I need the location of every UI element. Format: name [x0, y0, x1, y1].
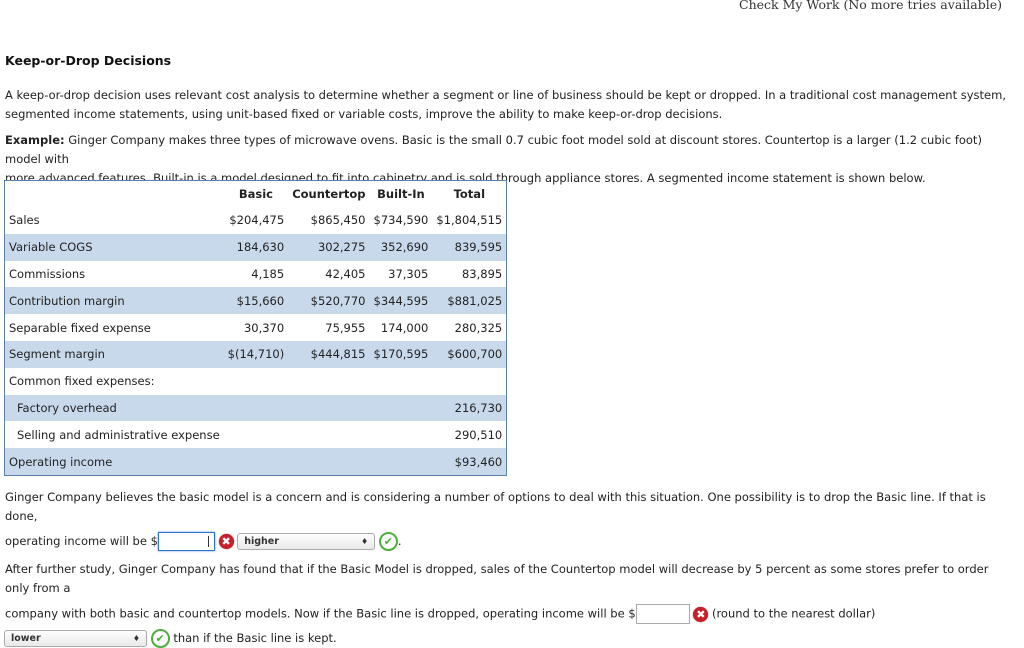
row-label: Contribution margin	[9, 293, 125, 308]
table-row	[5, 261, 507, 288]
segmented-income-statement	[4, 180, 507, 476]
check-my-work-link[interactable]: Check My Work (No more tries available)	[739, 0, 1002, 12]
table-row	[5, 234, 507, 261]
incorrect-icon: ✖	[219, 534, 234, 549]
table-row	[5, 207, 507, 234]
cell-countertop: 302,275	[317, 240, 366, 255]
cell-builtin	[370, 421, 433, 448]
cell-basic: $15,660	[236, 293, 285, 308]
cell-total: $600,700	[447, 347, 503, 362]
question-1	[5, 488, 1015, 551]
cell-total: 290,510	[454, 427, 503, 442]
cell-basic	[224, 421, 289, 448]
q2-round-note: (round to the nearest dollar)	[711, 606, 876, 621]
row-label: Segment margin	[9, 347, 105, 362]
cell-total: $881,025	[447, 293, 503, 308]
cell-builtin: 352,690	[380, 240, 429, 255]
row-label: Sales	[9, 213, 40, 228]
row-label: Selling and administrative expense	[17, 427, 220, 442]
row-label: Variable COGS	[9, 240, 93, 255]
cell-total: 280,325	[454, 320, 503, 335]
cell-countertop: 42,405	[325, 266, 366, 281]
cell-countertop	[288, 448, 369, 475]
header-builtin: Built-In	[377, 187, 425, 201]
header-blank	[5, 181, 224, 208]
cell-total: 83,895	[461, 266, 503, 281]
cell-basic: 4,185	[251, 266, 285, 281]
q1-suffix: .	[397, 534, 402, 548]
header-basic: Basic	[238, 187, 273, 201]
example-line-2: more advanced features. Built-in is a model designed to fit into cabinetry and is sold through appliance stores. A segmented income statement is shown below.	[5, 171, 926, 185]
cell-basic	[224, 395, 289, 422]
cell-basic: 30,370	[243, 320, 285, 335]
cell-total: $1,804,515	[436, 213, 503, 228]
table-row	[5, 421, 507, 448]
cell-countertop	[288, 421, 369, 448]
header-total: Total	[453, 187, 486, 201]
cell-basic: $204,475	[229, 213, 285, 228]
intro-line-1: A keep-or-drop decision uses relevant cost analysis to determine whether a segment or line of business should be kept or dropped. In a traditional cost management system,	[5, 88, 1006, 102]
cell-countertop: $520,770	[310, 293, 366, 308]
cell-total: 216,730	[454, 400, 503, 415]
page-title: Keep-or-Drop Decisions	[5, 53, 172, 68]
cell-builtin: 174,000	[380, 320, 429, 335]
table-row	[5, 368, 507, 395]
cell-builtin: $734,590	[373, 213, 429, 228]
row-label: Operating income	[9, 454, 113, 469]
table-row	[5, 395, 507, 422]
cell-countertop: 75,955	[325, 320, 366, 335]
cell-basic	[224, 448, 289, 475]
q1-prefix: operating income will be $	[5, 534, 158, 548]
row-label: Commissions	[9, 266, 86, 281]
cell-countertop: $865,450	[310, 213, 366, 228]
cell-total: 839,595	[454, 240, 503, 255]
cell-total	[432, 368, 506, 395]
row-label: Factory overhead	[17, 400, 117, 415]
intro-line-2: segmented income statements, using unit-based fixed or variable costs, improve the ability to make keep-or-drop decisions.	[5, 107, 723, 121]
cell-countertop	[288, 368, 369, 395]
example-line-1: Ginger Company makes three types of microwave ovens. Basic is the small 0.7 cubic foot model sold at discount stores. Countertop is a larger (1.2 cubic foot) model with	[5, 133, 982, 166]
table-row	[5, 341, 507, 368]
cell-builtin	[370, 368, 433, 395]
question-2	[5, 560, 1015, 648]
cell-builtin	[370, 395, 433, 422]
cell-builtin: 37,305	[388, 266, 429, 281]
example-label: Example:	[5, 133, 65, 147]
incorrect-icon: ✖	[693, 607, 708, 622]
correct-icon: ✔	[151, 629, 170, 648]
q2-select-value: lower	[11, 633, 41, 644]
header-countertop: Countertop	[292, 187, 366, 201]
q1-higher-lower-select[interactable]	[237, 533, 375, 550]
select-arrow-icon: ♦	[132, 634, 140, 643]
row-label: Common fixed expenses:	[9, 374, 155, 389]
cell-basic: $(14,710)	[227, 347, 285, 362]
q1-line-1: Ginger Company believes the basic model is a concern and is considering a number of options to deal with this situation. One possibility is to drop the Basic line. If that is done,	[5, 490, 986, 523]
cell-builtin: $344,595	[373, 293, 429, 308]
cell-builtin: $170,595	[373, 347, 429, 362]
cell-total: $93,460	[454, 454, 503, 469]
select-arrow-icon: ♦	[361, 537, 369, 546]
q2-line-1: After further study, Ginger Company has found that if the Basic Model is dropped, sales of the Countertop model will decrease by 5 percent as some stores prefer to order only from a	[5, 562, 989, 595]
cell-basic	[224, 368, 289, 395]
cell-countertop	[288, 395, 369, 422]
table-row	[5, 448, 507, 475]
q2-operating-income-input[interactable]	[636, 604, 690, 624]
table-row	[5, 314, 507, 341]
correct-icon: ✔	[379, 532, 398, 551]
cell-builtin	[370, 448, 433, 475]
cell-basic: 184,630	[236, 240, 285, 255]
intro-paragraph	[5, 86, 1015, 124]
q2-prefix: company with both basic and countertop models. Now if the Basic line is dropped, operating income will be $	[5, 606, 636, 621]
q1-select-value: higher	[244, 536, 279, 547]
text-cursor	[208, 536, 209, 547]
q1-operating-income-input[interactable]	[158, 532, 215, 551]
row-label: Separable fixed expense	[9, 320, 151, 335]
table-header-row	[5, 181, 507, 208]
table-row	[5, 287, 507, 314]
q2-suffix: than if the Basic line is kept.	[173, 631, 337, 645]
cell-countertop: $444,815	[310, 347, 366, 362]
